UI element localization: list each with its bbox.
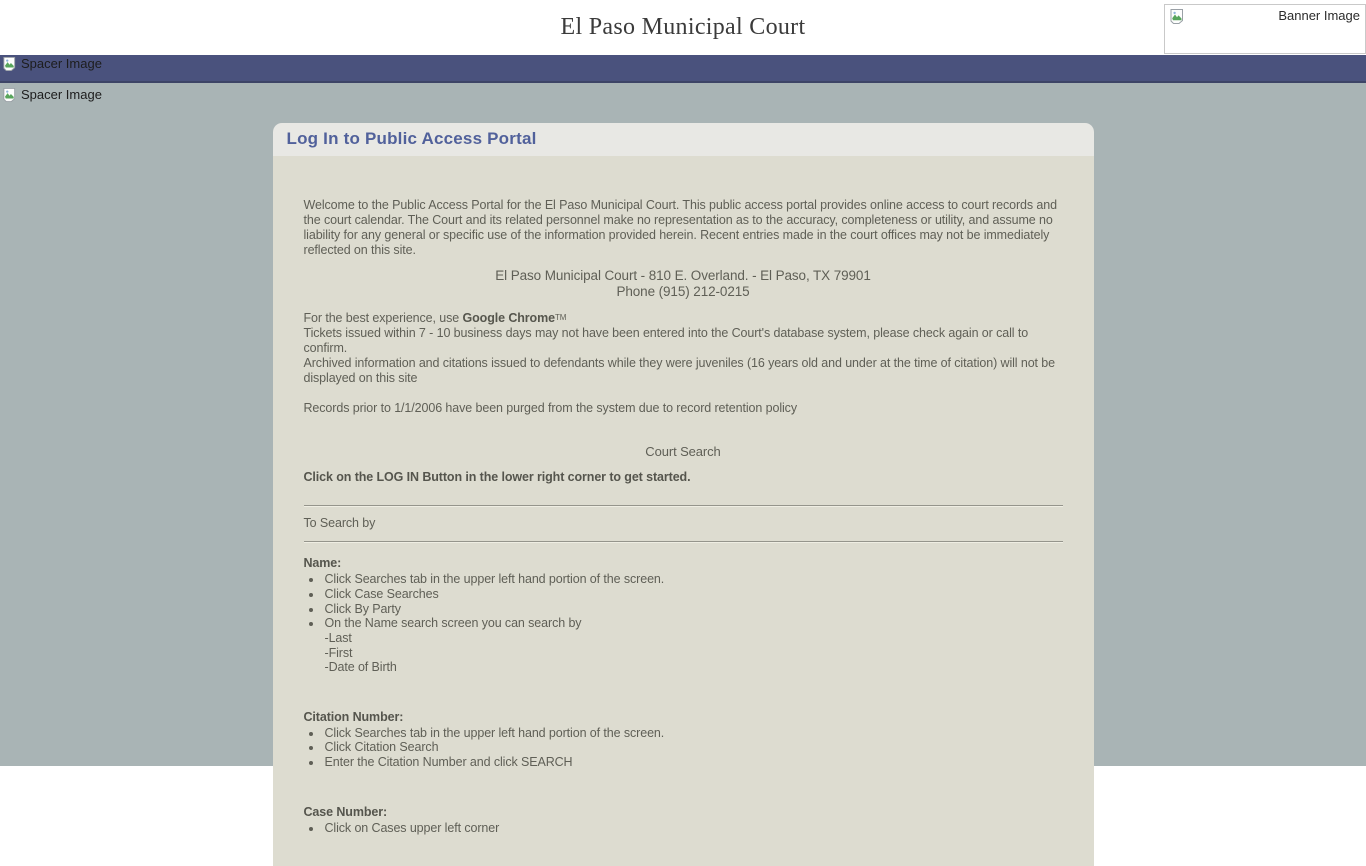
instruction-list <box>304 821 1063 836</box>
court-address <box>304 268 1063 300</box>
search-section-case <box>304 805 1063 836</box>
top-header <box>0 0 1366 55</box>
spacer-image-alt-text: Spacer Image <box>21 56 102 71</box>
instruction-item: • Click Searches tab in the upper left hand portion of the screen. <box>323 726 1063 741</box>
login-instruction: Click on the LOG IN Button in the lower right corner to get started. <box>303 470 691 484</box>
instruction-item: • Click on Cases upper left corner <box>323 821 1063 836</box>
section-title: Name: <box>303 556 342 570</box>
search-section-citation <box>304 710 1063 770</box>
trademark-symbol: TM <box>554 313 567 322</box>
instruction-item: • Enter the Citation Number and click SEARCH <box>323 755 1063 770</box>
instruction-list <box>304 726 1063 770</box>
page-background <box>0 83 1366 836</box>
instruction-item: • Click Citation Search <box>323 740 1063 755</box>
broken-image-icon <box>1169 8 1185 24</box>
banner-image-alt-text: Banner Image <box>1278 8 1360 23</box>
section-title: Case Number: <box>303 805 388 820</box>
instruction-list <box>304 572 1063 675</box>
blue-spacer-bar <box>0 55 1366 83</box>
search-field-option: -Date of Birth <box>324 660 397 675</box>
search-field-option: -Last <box>324 631 352 646</box>
section-title: Citation Number: <box>303 709 404 724</box>
juveniles-notice: Archived information and citations issued to defendants while they were juveniles (16 years old and under at the time of citation) will not be displayed on this site <box>303 356 1056 385</box>
broken-image-icon <box>2 87 102 102</box>
search-by-label: To Search by <box>303 516 376 530</box>
browser-recommendation: For the best experience, use Google Chrome™ <box>303 311 567 325</box>
body-spacer-image <box>2 87 1366 105</box>
search-field-option: -First <box>324 645 353 660</box>
spacer-image-alt-text: Spacer Image <box>21 87 102 102</box>
instruction-item: • On the Name search screen you can search by -Last -First -Date of Birth <box>323 616 1063 674</box>
search-section-name <box>304 556 1063 675</box>
court-address-line: El Paso Municipal Court - 810 E. Overland. - El Paso, TX 79901 <box>495 268 871 283</box>
instruction-item: • Click By Party <box>323 602 1063 617</box>
login-portal-panel <box>273 123 1094 866</box>
court-search-label: Court Search <box>645 444 721 459</box>
divider <box>304 541 1063 543</box>
panel-body <box>273 156 1094 866</box>
instruction-item: • Click Searches tab in the upper left hand portion of the screen. <box>323 572 1063 587</box>
court-phone-line: Phone (915) 212-0215 <box>616 284 750 299</box>
panel-header <box>273 123 1094 156</box>
records-purged-notice: Records prior to 1/1/2006 have been purged from the system due to record retention policy <box>303 401 797 415</box>
welcome-text: Welcome to the Public Access Portal for the El Paso Municipal Court. This public access portal provides online access to court records and the court calendar. The Court and its related personnel make no representation as to the accuracy, completeness or utility, and assume no liability for any general or specific use of the information provided herein. Recent entries made in the court offices may not be immediately reflected on this site. <box>303 198 1057 257</box>
instruction-item: • Click Case Searches <box>323 587 1063 602</box>
banner-image-placeholder <box>1164 4 1366 54</box>
tickets-notice: Tickets issued within 7 - 10 business days may not have been entered into the Court's database system, please check again or call to confirm. <box>303 326 1029 355</box>
panel-heading: Log In to Public Access Portal <box>286 129 537 148</box>
chrome-name: Google Chrome <box>462 311 555 325</box>
page-title: El Paso Municipal Court <box>560 14 806 40</box>
broken-image-icon <box>2 56 102 71</box>
notice-block <box>304 310 1063 386</box>
